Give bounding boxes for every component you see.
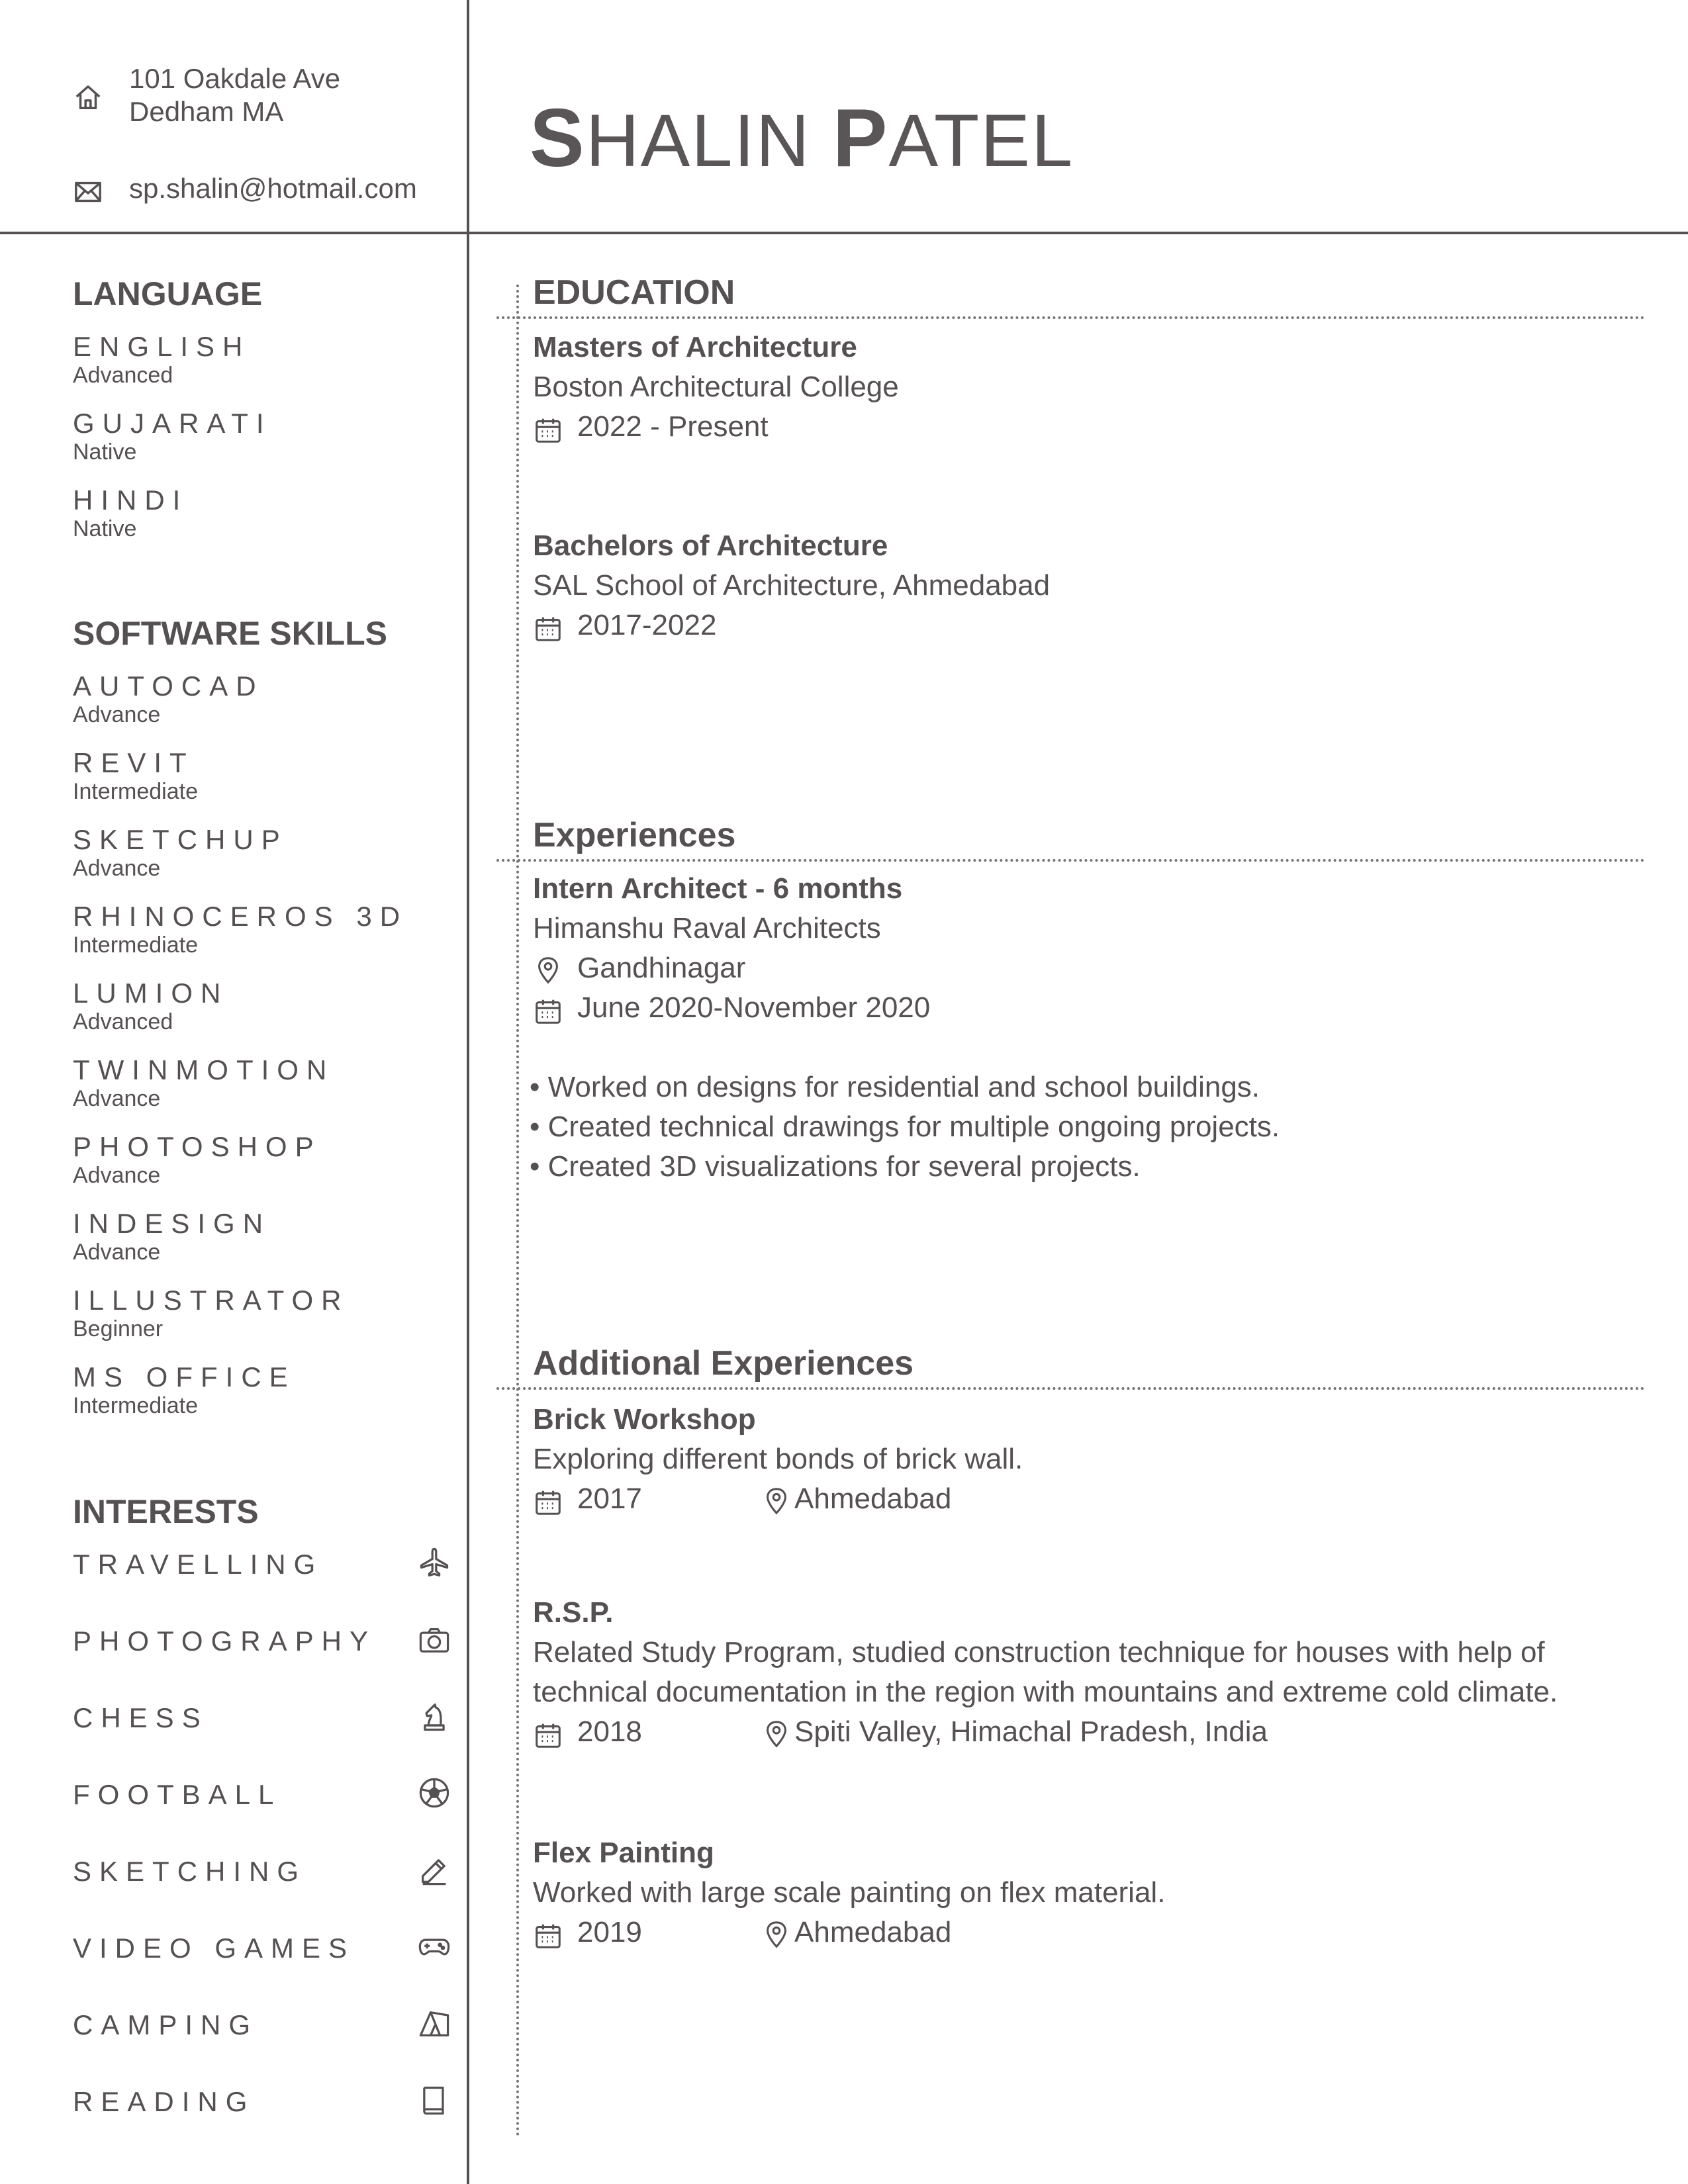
additional-location: Ahmedabad bbox=[794, 1482, 952, 1515]
skill-level: Intermediate bbox=[73, 1393, 198, 1418]
tent-icon bbox=[417, 2007, 447, 2037]
education-school: SAL School of Architecture, Ahmedabad bbox=[533, 569, 1051, 602]
skill-item bbox=[73, 670, 408, 747]
interest-travelling: TRAVELLING bbox=[73, 1549, 324, 1580]
pencil-icon bbox=[417, 1853, 447, 1884]
experience-bullet-text: Worked on designs for residential and school buildings. bbox=[547, 1071, 1260, 1103]
skill-name: REVIT bbox=[73, 747, 195, 778]
additional-year: 2019 bbox=[577, 1916, 642, 1948]
location-pin-icon bbox=[761, 1486, 792, 1516]
additional-year: 2017 bbox=[577, 1482, 642, 1515]
additional-title: Brick Workshop bbox=[533, 1403, 756, 1435]
software-skills-list bbox=[73, 670, 408, 1438]
experience-company: Himanshu Raval Architects bbox=[533, 912, 881, 944]
football-icon bbox=[417, 1776, 447, 1806]
additional-experiences-divider bbox=[496, 1387, 1645, 1390]
location-pin-icon bbox=[761, 1919, 792, 1950]
interest-video-games: VIDEO GAMES bbox=[73, 1933, 355, 1964]
skill-name: SKETCHUP bbox=[73, 824, 288, 855]
education-heading: EDUCATION bbox=[533, 273, 735, 312]
experience-location: Gandhinagar bbox=[577, 952, 746, 984]
experience-dates: June 2020-November 2020 bbox=[577, 991, 931, 1024]
skill-name: AUTOCAD bbox=[73, 670, 264, 702]
name-initial-last: P bbox=[832, 93, 889, 184]
education-title: Masters of Architecture bbox=[533, 331, 857, 363]
email-link[interactable]: sp.shalin@hotmail.com bbox=[129, 173, 417, 204]
education-dates: 2017-2022 bbox=[577, 609, 717, 641]
skill-level: Advance bbox=[73, 856, 161, 881]
experience-bullet-text: Created technical drawings for multiple ongoing projects. bbox=[547, 1111, 1280, 1143]
address-line-2: Dedham MA bbox=[129, 96, 284, 127]
language-list bbox=[73, 331, 272, 561]
skill-level: Intermediate bbox=[73, 933, 198, 958]
additional-experiences-heading: Additional Experiences bbox=[533, 1344, 914, 1383]
language-item bbox=[73, 331, 272, 408]
skill-item bbox=[73, 824, 408, 901]
additional-description: Related Study Program, studied construction technique for houses with help of bbox=[533, 1636, 1545, 1668]
software-skills-heading: SOFTWARE SKILLS bbox=[73, 615, 387, 652]
skill-name: ILLUSTRATOR bbox=[73, 1285, 350, 1316]
interests-heading: INTERESTS bbox=[73, 1493, 259, 1530]
calendar-icon bbox=[533, 1720, 563, 1751]
language-level: Native bbox=[73, 516, 137, 541]
interest-chess: CHESS bbox=[73, 1702, 209, 1733]
camera-icon bbox=[417, 1623, 447, 1654]
experience-bullet: • Created 3D visualizations for several projects. bbox=[530, 1150, 1141, 1183]
additional-title: R.S.P. bbox=[533, 1596, 614, 1629]
name-initial-first: S bbox=[530, 93, 586, 184]
interest-reading: READING bbox=[73, 2086, 256, 2117]
language-name: GUJARATI bbox=[73, 408, 272, 439]
interest-sketching: SKETCHING bbox=[73, 1856, 307, 1887]
column-divider bbox=[467, 0, 469, 2184]
skill-level: Advance bbox=[73, 1163, 161, 1188]
experience-bullet: • Created technical drawings for multiple ongoing projects. bbox=[530, 1111, 1280, 1143]
location-pin-icon bbox=[533, 955, 563, 985]
interest-football: FOOTBALL bbox=[73, 1779, 282, 1810]
skill-item bbox=[73, 978, 408, 1054]
skill-level: Beginner bbox=[73, 1316, 164, 1342]
additional-description: technical documentation in the region with mountains and extreme cold climate. bbox=[533, 1676, 1558, 1708]
education-dates: 2022 - Present bbox=[577, 410, 769, 443]
education-divider bbox=[496, 316, 1645, 319]
skill-item bbox=[73, 747, 408, 824]
name-first-rest: HALIN bbox=[585, 99, 833, 182]
address bbox=[129, 62, 340, 128]
airplane-icon bbox=[417, 1545, 447, 1576]
skill-item bbox=[73, 1285, 408, 1361]
calendar-icon bbox=[533, 996, 563, 1026]
gamepad-icon bbox=[417, 1930, 447, 1960]
language-level: Advanced bbox=[73, 363, 173, 388]
interest-photography: PHOTOGRAPHY bbox=[73, 1625, 376, 1657]
book-icon bbox=[417, 2083, 447, 2114]
skill-name: LUMION bbox=[73, 978, 229, 1009]
education-school: Boston Architectural College bbox=[533, 371, 899, 403]
skill-level: Advance bbox=[73, 1240, 161, 1265]
calendar-icon bbox=[533, 614, 563, 644]
calendar-icon bbox=[533, 415, 563, 445]
address-line-1: 101 Oakdale Ave bbox=[129, 63, 341, 94]
language-heading: LANGUAGE bbox=[73, 275, 263, 312]
language-item bbox=[73, 408, 272, 484]
skill-item bbox=[73, 1131, 408, 1208]
education-title: Bachelors of Architecture bbox=[533, 529, 888, 562]
language-item bbox=[73, 484, 272, 561]
header-divider bbox=[0, 232, 1688, 234]
experience-bullet-text: Created 3D visualizations for several projects. bbox=[547, 1150, 1141, 1183]
skill-name: INDESIGN bbox=[73, 1208, 271, 1239]
experience-bullet: • Worked on designs for residential and school buildings. bbox=[530, 1071, 1260, 1103]
experiences-divider bbox=[496, 859, 1645, 862]
interest-camping: CAMPING bbox=[73, 2009, 259, 2040]
chess-knight-icon bbox=[417, 1700, 447, 1730]
skill-item bbox=[73, 901, 408, 978]
additional-description: Worked with large scale painting on flex material. bbox=[533, 1876, 1166, 1909]
skill-name: MS OFFICE bbox=[73, 1361, 296, 1392]
additional-location: Ahmedabad bbox=[794, 1916, 952, 1948]
skill-name: RHINOCEROS 3D bbox=[73, 901, 408, 932]
skill-item bbox=[73, 1054, 408, 1131]
language-name: ENGLISH bbox=[73, 331, 251, 362]
additional-location: Spiti Valley, Himachal Pradesh, India bbox=[794, 1715, 1268, 1748]
calendar-icon bbox=[533, 1921, 563, 1951]
skill-name: TWINMOTION bbox=[73, 1054, 335, 1085]
location-pin-icon bbox=[761, 1719, 792, 1749]
skill-level: Advance bbox=[73, 1086, 161, 1111]
skill-level: Intermediate bbox=[73, 779, 198, 804]
mail-icon bbox=[73, 177, 103, 207]
page-title bbox=[530, 91, 1074, 185]
skill-level: Advance bbox=[73, 702, 161, 727]
additional-description: Exploring different bonds of brick wall. bbox=[533, 1443, 1023, 1475]
additional-title: Flex Painting bbox=[533, 1837, 714, 1869]
home-icon bbox=[73, 83, 103, 113]
language-level: Native bbox=[73, 439, 137, 465]
skill-name: PHOTOSHOP bbox=[73, 1131, 322, 1162]
skill-item bbox=[73, 1208, 408, 1285]
language-name: HINDI bbox=[73, 484, 189, 516]
experience-title: Intern Architect - 6 months bbox=[533, 872, 903, 905]
additional-year: 2018 bbox=[577, 1715, 642, 1748]
calendar-icon bbox=[533, 1487, 563, 1518]
name-last-rest: ATEL bbox=[888, 99, 1074, 182]
skill-level: Advanced bbox=[73, 1009, 173, 1034]
timeline-dotted-line bbox=[516, 285, 519, 2138]
skill-item bbox=[73, 1361, 408, 1438]
experiences-heading: Experiences bbox=[533, 816, 736, 854]
